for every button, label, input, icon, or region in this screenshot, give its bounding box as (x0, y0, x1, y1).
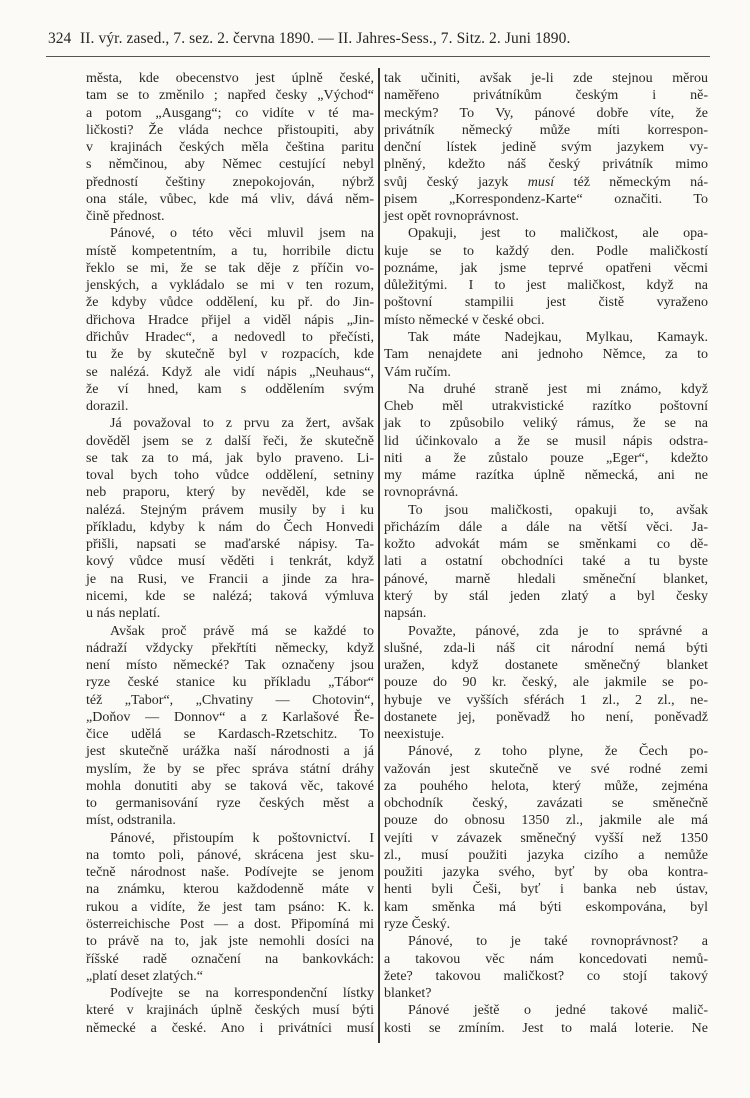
paragraph (384, 623, 708, 744)
text-line: denční lístek jedině svým jazykem vy- (384, 140, 708, 156)
text-line: dorazil. (86, 399, 129, 415)
text-segment: též německým ná- (554, 174, 708, 190)
text-line: neb praporu, který by nevěděl, kde se (86, 485, 374, 501)
text-line: dověděl jsem se z další řeči, že skutečně (86, 433, 374, 449)
text-line (384, 174, 708, 191)
text-line: Pánové, to je také rovnoprávnost? a (408, 934, 708, 950)
text-line: žete? takovou maličkost? co stojí takový (384, 968, 708, 984)
text-line: Tak máte Nadejkau, Mylkau, Kamayk. (408, 329, 708, 345)
paragraph (384, 743, 708, 933)
text-line: obchodník český, zavázati se směnečně (384, 796, 708, 812)
text-line: Vám ručím. (384, 364, 451, 380)
page-number: 324 (48, 30, 72, 47)
text-line: poštovní stampilii jest čistě vyraženo (384, 295, 708, 311)
text-line: přišli, napsati se maďarské nápisy. Ta- (86, 537, 374, 553)
paragraph (384, 381, 708, 502)
text-line: není místo německé? Tak označeny jsou (86, 658, 374, 674)
paragraph (384, 225, 708, 329)
text-line: pouze do obnosu 1350 zl., jakmile ale má (384, 813, 708, 829)
text-line: Já považoval to z prvu za žert, avšak (110, 416, 374, 432)
text-line: tam se to změnilo ; napřed česky „Východ“ (86, 88, 374, 104)
text-line: pouze do 90 kr. český, ale jakmile se po- (384, 675, 708, 691)
header-rule (46, 56, 710, 57)
text-line: s němčinou, aby Němec cestující nebyl (86, 157, 374, 173)
text-line: to právě na to, jak jste nemohli dosíci na (86, 934, 374, 950)
text-line: za pouhého helota, který může, zejména (384, 778, 708, 794)
text-line: rovnoprávná. (384, 485, 459, 501)
text-line: mohla donutiti aby se taková věc, takové (86, 778, 374, 794)
text-line: míst, odstranila. (86, 813, 176, 829)
text-line: místě kompetentním, a tu, horribile dictu (86, 243, 374, 259)
text-line: blanket? (384, 986, 432, 1002)
text-line: tak učiniti, avšak je-li zde stejnou měrou (384, 71, 708, 86)
text-line: místo německé v české obci. (384, 312, 545, 328)
text-line: Avšak proč právě má se každé to (110, 623, 374, 639)
text-line: též „Tabor“, „Chvatiny — Chotovin“, (86, 692, 374, 708)
text-line: važován jest skutečně ve své rodné zemi (384, 761, 708, 777)
text-line: uražen, když dostanete směnečný blanket (384, 658, 708, 674)
text-line: poznáme, jak jsme teprvé opatřeni věcmi (384, 260, 708, 276)
text-line: německé a české. Ano i privátníci musí (86, 1020, 374, 1036)
text-line: Cheb měl utrakvistické razítko poštovní (384, 399, 708, 415)
text-line: města, kde obecenstvo jest úplně české, (86, 71, 374, 86)
text-line: ličkosti? Že vláda nechce přistoupiti, aby (86, 122, 374, 138)
text-line: lati a ostatní obchodníci také a tu byste (384, 554, 708, 570)
text-line: jest opět rovnoprávnost. (384, 209, 519, 225)
text-line: kuje se to každý den. Podle maličkostí (384, 243, 708, 259)
text-line: plněný, kdežto náš český privátník mimo (384, 157, 708, 173)
paragraph (384, 329, 708, 381)
text-line: Pánové, o této věci mluvil jsem na (110, 226, 374, 242)
running-title: II. výr. zased., 7. sez. 2. června 1890. — II. Jahres-Sess., 7. Sitz. 2. Juni 1890. (80, 30, 571, 47)
text-segment: svůj český jazyk (384, 174, 528, 190)
text-line: „platí deset zlatých.“ (86, 968, 203, 984)
text-line: na tomto poli, pánové, skrácena jest sku- (86, 847, 374, 863)
text-line: dostanete jej, poněvadž ho není, poněvadž (384, 709, 708, 725)
text-line: niti a že zůstalo pouze „Eger“, kdežto (384, 450, 708, 466)
text-line: přicházím dále a dále na větší věci. Ja- (384, 519, 708, 535)
text-line: pisem „Korrespondenz-Karte“ označiti. To (384, 191, 708, 207)
text-line: tu že by skutečně byl v rozpacích, kde (86, 347, 374, 363)
paragraph (384, 933, 708, 1002)
text-line: ryze české stanice ku příkladu „Tábor“ (86, 675, 374, 691)
text-line: v krajinách českých měla čeština paritu (86, 140, 374, 156)
text-line: kosti se zmíním. Jest to malá loterie. Ne (384, 1020, 708, 1036)
text-line: To jsou maličkosti, opakuji to, avšak (408, 502, 708, 518)
text-line: naměřeno privátníkům českým i ně- (384, 88, 708, 104)
running-header (48, 30, 710, 50)
text-line: my máme razítka úplně německá, ani ne (384, 468, 708, 484)
text-line: že ví hned, kam s oddělením svým (86, 381, 374, 397)
emphasis-text: musí (527, 174, 555, 190)
paragraph (86, 415, 374, 622)
paragraph (86, 623, 374, 830)
paragraph (86, 70, 374, 225)
text-line: ona stále, vůbec, kde má vliv, dává něm- (86, 191, 374, 207)
text-line: hybuje ve vyšších sférách 1 zl., 2 zl., ne- (384, 692, 708, 708)
text-line: Na druhé straně jest mi známo, když (408, 381, 708, 397)
text-line: použiti jazyka svého, byť by oba kontra- (384, 865, 708, 881)
text-line: Pánové, z toho plyne, že Čech po- (408, 744, 708, 760)
text-line: říšské radě označení na bankovkách: (86, 951, 374, 967)
text-line: „Doňov — Donnov“ a z Karlašové Ře- (86, 709, 374, 725)
text-line: lid účinkovalo a že se musil nápis odstra- (384, 433, 708, 449)
text-line: se nalézá. Když ale vidí nápis „Neuhaus“, (86, 364, 374, 380)
text-line: neexistuje. (384, 727, 445, 743)
text-line: henti byli Češi, byť i banka neb ústav, (384, 882, 708, 898)
text-line: nicemi, kde se nalézá; taková výmluva (86, 588, 374, 604)
text-line: jenských, a vykládalo se mi v ten rozum, (86, 278, 374, 294)
left-column (86, 70, 374, 1037)
paragraph (384, 1002, 708, 1037)
text-line: kový vůdce musí věděti i tenkrát, když (86, 554, 374, 570)
text-line: je na Rusi, ve Francii a jinde za hra- (86, 571, 374, 587)
text-line: rukou a vidíte, že jest tam psáno: K. k. (86, 899, 374, 915)
text-line: nádraží vždycky překřtíti německy, když (86, 640, 374, 656)
text-line: vejíti v závazek směnečný vyšší než 1350 (384, 830, 708, 846)
text-line: který by stál jeden zlatý a byl česky (384, 588, 708, 604)
text-line: jak to způsobilo veliký rámus, že se na (384, 416, 708, 432)
text-line: jest skutečně urážka naší národnosti a já (86, 744, 374, 760)
text-line: meckým? To Vy, pánové dobře víte, že (384, 105, 708, 121)
text-line: čině přednost. (86, 209, 165, 225)
text-line: a potom „Ausgang“; co vidíte v té ma- (86, 105, 374, 121)
text-line: pánové, marně hledali směneční blanket, (384, 571, 708, 587)
text-line: tečně národnost naše. Podívejte se jenom (86, 865, 374, 881)
text-line: Tam nenajdete ani jednoho Němce, za to (384, 347, 708, 363)
text-line: to germanisování ryze českých měst a (86, 796, 374, 812)
paragraph (384, 70, 708, 225)
text-line: řeklo se mi, že se tak děje z příčin vo- (86, 260, 374, 276)
column-divider (378, 68, 380, 1043)
text-line: Opakuji, jest to maličkost, ale opa- (408, 226, 708, 242)
text-line: u nás neplatí. (86, 606, 161, 622)
text-line: zl., musí použiti jazyka cizího a nemůže (384, 847, 708, 863)
text-line: slušné, zda-li náš cit národní nemá býti (384, 640, 708, 656)
text-line: předností češtiny znepokojován, nýbrž (86, 174, 374, 190)
text-line: österreichische Post — a dost. Připomíná mi (86, 917, 374, 933)
text-line: dřichova Hradce přijel a viděl nápis „Jin- (86, 312, 374, 328)
text-line: se tak za to má, jak bylo praveno. Li- (86, 450, 374, 466)
text-line: Pánové ještě o jedné takové malič- (408, 1003, 708, 1019)
paragraph (86, 985, 374, 1037)
text-line: Pánové, přistoupím k poštovnictví. I (110, 830, 374, 846)
text-line: že kdyby vůdce oddělení, ku př. do Jin- (86, 295, 374, 311)
text-line: Podívejte se na korrespondenční lístky (110, 986, 374, 1002)
text-line: na známku, kterou každodenně máte v (86, 882, 374, 898)
text-line: toval bych toho vůdce oddělení, setniny (86, 468, 374, 484)
text-line: napsán. (384, 606, 427, 622)
text-line: nalézá. Stejným právem musily by i ku (86, 502, 374, 518)
paragraph (86, 830, 374, 985)
text-line: kam směnka má býti eskompována, byl (384, 899, 708, 915)
text-line: a takovou věc nám koncedovati nemů- (384, 951, 708, 967)
text-line: ryze Český. (384, 917, 451, 933)
text-line: čice udělá se Kardasch-Rzetschitz. To (86, 727, 374, 743)
text-line: privátník německý může míti korrespon- (384, 122, 708, 138)
text-line: dřichův Hradec“, a nedovedl to přečísti, (86, 329, 374, 345)
text-line: příkladu, kdyby k nám do Čech Honvedi (86, 519, 374, 535)
text-line: které v krajinách úplně českých musí býti (86, 1003, 374, 1019)
text-line: Považte, pánové, zda je to správné a (408, 623, 708, 639)
text-line: kožto advokát mám se směnkami co dě- (384, 537, 708, 553)
paragraph (384, 502, 708, 623)
paragraph (86, 225, 374, 415)
right-column (384, 70, 708, 1037)
text-line: důležitými. I to jest maličkost, když na (384, 278, 708, 294)
text-line: myslím, že by se přec správa státní dráhy (86, 761, 374, 777)
